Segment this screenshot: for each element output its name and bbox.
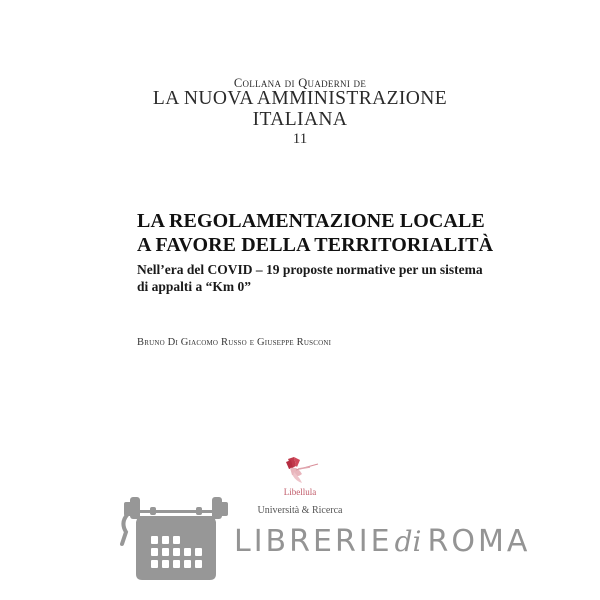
book-subtitle-line1: Nell’era del COVID – 19 proposte normative per un sistema	[137, 262, 483, 277]
dragonfly-icon	[280, 456, 320, 486]
typewriter-icon	[116, 492, 236, 580]
watermark-text-di: di	[394, 525, 422, 558]
series-number: 11	[292, 131, 308, 147]
publisher-imprint: Università & Ricerca	[257, 505, 343, 516]
book-authors: Bruno Di Giacomo Russo e Giuseppe Rusconi	[137, 337, 332, 348]
watermark-text-roma: ROMA	[427, 524, 531, 559]
series-title-line1: LA NUOVA AMMINISTRAZIONE	[152, 88, 448, 109]
series-label: Collana di Quaderni de	[233, 76, 367, 90]
book-title-line2: A FAVORE DELLA TERRITORIALITÀ	[137, 234, 494, 256]
book-subtitle-line2: di appalti a “Km 0”	[137, 279, 252, 294]
watermark-text	[234, 524, 530, 559]
publisher-name: Libellula	[283, 487, 317, 497]
watermark-text-librerie: LIBRERIE	[234, 524, 393, 559]
series-title-line2: ITALIANA	[252, 109, 348, 130]
book-title-line1: LA REGOLAMENTAZIONE LOCALE	[137, 210, 485, 232]
